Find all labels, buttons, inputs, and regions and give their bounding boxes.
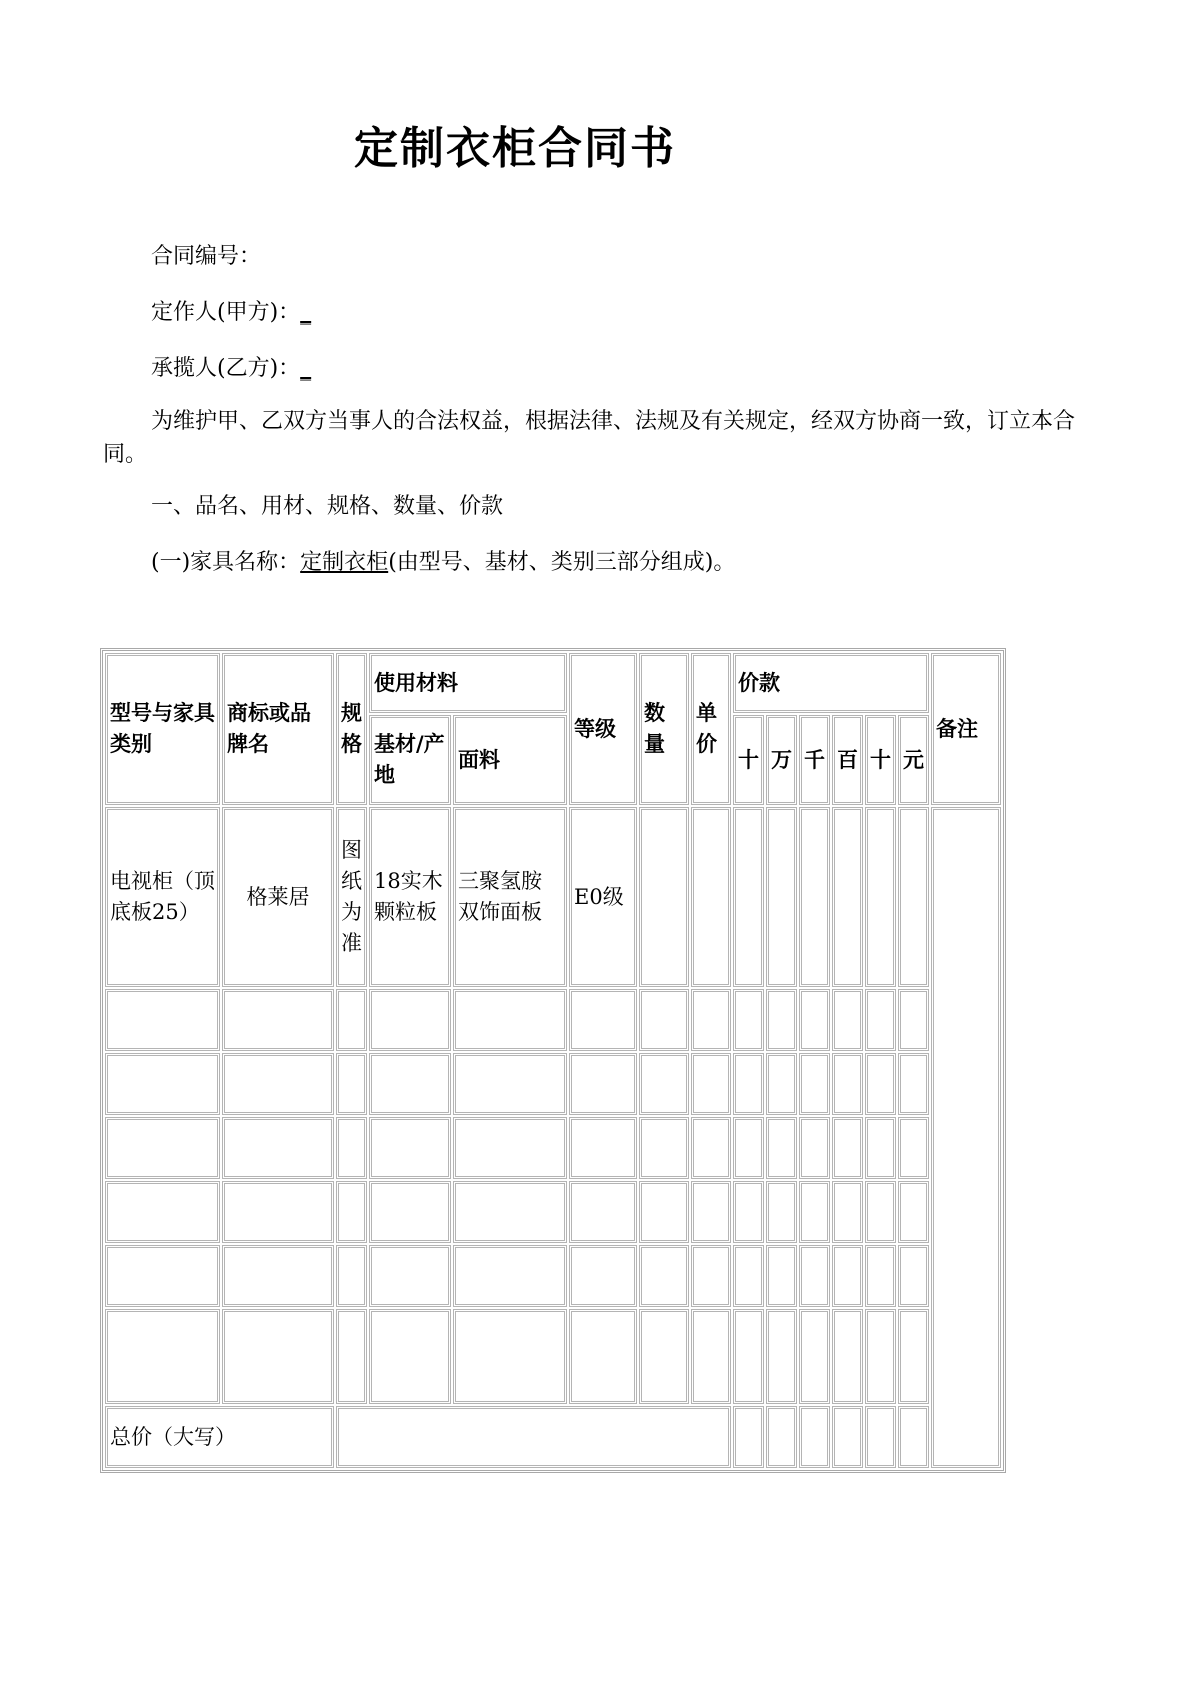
cell-empty: [569, 1245, 637, 1307]
cell-empty: [733, 1309, 764, 1404]
party-b-blank: _: [300, 356, 312, 381]
cell-empty: [639, 1181, 689, 1243]
header-price: 价款: [733, 653, 929, 713]
header-quantity: 数量: [639, 653, 689, 805]
cell-empty: [336, 1309, 367, 1404]
contract-number-label: 合同编号：: [151, 244, 262, 269]
section-heading: 一、品名、用材、规格、数量、价款: [151, 494, 504, 519]
cell-empty: [865, 1245, 896, 1307]
cell-empty: [865, 1309, 896, 1404]
cell-grade: E0级: [569, 807, 637, 987]
cell-digit: [898, 807, 929, 987]
cell-empty: [898, 1309, 929, 1404]
cell-empty: [898, 1117, 929, 1179]
cell-empty: [733, 1181, 764, 1243]
cell-empty: [105, 989, 220, 1051]
cell-empty: [569, 1309, 637, 1404]
cell-empty: [105, 1245, 220, 1307]
cell-empty: [766, 1245, 797, 1307]
cell-digit: [766, 1406, 797, 1468]
cell-quantity: [639, 807, 689, 987]
cell-empty: [832, 1117, 863, 1179]
cell-empty: [733, 1053, 764, 1115]
cell-empty: [832, 1181, 863, 1243]
cell-empty: [832, 989, 863, 1051]
cell-empty: [691, 1117, 731, 1179]
cell-digit: [898, 1406, 929, 1468]
cell-empty: [691, 1053, 731, 1115]
cell-digit: [733, 1406, 764, 1468]
cell-digit: [832, 1406, 863, 1468]
cell-empty: [453, 1245, 567, 1307]
table-row: [105, 1309, 1001, 1404]
cell-empty: [766, 1181, 797, 1243]
cell-empty: [691, 989, 731, 1051]
cell-empty: [766, 1117, 797, 1179]
cell-empty: [222, 989, 334, 1051]
cell-empty: [105, 1309, 220, 1404]
cell-empty: [691, 1245, 731, 1307]
cell-empty: [799, 1309, 830, 1404]
cell-empty: [898, 989, 929, 1051]
cell-empty: [369, 1053, 451, 1115]
header-digit-ten-thousand: 万: [766, 715, 797, 805]
cell-empty: [865, 989, 896, 1051]
cell-digit: [832, 807, 863, 987]
product-table: [100, 648, 1006, 1473]
cell-empty: [733, 1117, 764, 1179]
cell-empty: [453, 989, 567, 1051]
party-a-blank: _: [300, 300, 312, 325]
cell-empty: [691, 1309, 731, 1404]
party-b-label: 承揽人(乙方)：: [151, 356, 301, 381]
cell-empty: [766, 989, 797, 1051]
header-digit-thousand: 千: [799, 715, 830, 805]
furniture-name-label: (一)家具名称：: [151, 550, 301, 575]
cell-empty: [799, 1245, 830, 1307]
header-material: 使用材料: [369, 653, 567, 713]
intro-paragraph: 为维护甲、乙双方当事人的合法权益，根据法律、法规及有关规定，经双方协商一致，订立本合同。: [103, 409, 1076, 467]
cell-empty: [569, 1181, 637, 1243]
cell-empty: [222, 1245, 334, 1307]
table-row: [105, 1053, 1001, 1115]
cell-empty: [733, 989, 764, 1051]
cell-facing: 三聚氢胺双饰面板: [453, 807, 567, 987]
cell-empty: [336, 1053, 367, 1115]
header-digit-hundred: 百: [832, 715, 863, 805]
cell-digit: [799, 807, 830, 987]
total-row: [105, 1406, 1001, 1468]
cell-empty: [105, 1053, 220, 1115]
cell-empty: [766, 1309, 797, 1404]
cell-empty: [639, 1053, 689, 1115]
cell-empty: [222, 1053, 334, 1115]
cell-empty: [569, 1117, 637, 1179]
cell-empty: [105, 1181, 220, 1243]
cell-empty: [639, 1117, 689, 1179]
cell-empty: [336, 1117, 367, 1179]
cell-empty: [222, 1309, 334, 1404]
cell-empty: [691, 1181, 731, 1243]
cell-empty: [639, 1245, 689, 1307]
cell-empty: [832, 1245, 863, 1307]
cell-empty: [105, 1117, 220, 1179]
header-spec: 规格: [336, 653, 367, 805]
cell-empty: [865, 1053, 896, 1115]
header-brand: 商标或品牌名: [222, 653, 334, 805]
cell-empty: [336, 989, 367, 1051]
header-substrate: 基材/产地: [369, 715, 451, 805]
header-row-1: [105, 653, 1001, 713]
cell-empty: [369, 989, 451, 1051]
cell-substrate: 18实木颗粒板: [369, 807, 451, 987]
header-grade: 等级: [569, 653, 637, 805]
header-digit-ten: 十: [865, 715, 896, 805]
header-model: 型号与家具类别: [105, 653, 220, 805]
cell-empty: [898, 1245, 929, 1307]
furniture-name-line: [103, 546, 1098, 579]
header-digit-ten-thousands-ten: 十: [733, 715, 764, 805]
cell-unit-price: [691, 807, 731, 987]
cell-empty: [222, 1117, 334, 1179]
cell-remark: [931, 807, 1001, 1468]
cell-digit: [865, 1406, 896, 1468]
cell-empty: [865, 1117, 896, 1179]
cell-digit: [766, 807, 797, 987]
table-row: [105, 1245, 1001, 1307]
cell-spec: 图纸为准: [336, 807, 367, 987]
cell-empty: [453, 1181, 567, 1243]
furniture-name-note: (由型号、基材、类别三部分组成)。: [388, 550, 736, 575]
cell-empty: [639, 1309, 689, 1404]
table-row: [105, 807, 1001, 987]
cell-empty: [898, 1053, 929, 1115]
cell-empty: [369, 1245, 451, 1307]
cell-empty: [336, 1181, 367, 1243]
party-a-label: 定作人(甲方)：: [151, 300, 301, 325]
cell-empty: [369, 1181, 451, 1243]
cell-empty: [832, 1309, 863, 1404]
cell-empty: [569, 989, 637, 1051]
cell-digit: [799, 1406, 830, 1468]
table-row: [105, 1117, 1001, 1179]
total-price-label: 总价（大写）: [105, 1406, 334, 1468]
cell-model: 电视柜（顶底板25）: [105, 807, 220, 987]
cell-brand: 格莱居: [222, 807, 334, 987]
cell-empty: [336, 1245, 367, 1307]
cell-empty: [799, 989, 830, 1051]
furniture-name-value: 定制衣柜: [300, 550, 389, 575]
cell-empty: [639, 989, 689, 1051]
header-facing: 面料: [453, 715, 567, 805]
contract-number-field: [103, 240, 1098, 273]
cell-empty: [222, 1181, 334, 1243]
party-b-field: [103, 352, 1098, 385]
cell-empty: [865, 1181, 896, 1243]
cell-empty: [733, 1245, 764, 1307]
cell-empty: [799, 1117, 830, 1179]
cell-empty: [799, 1181, 830, 1243]
document-title: 定制衣柜合同书: [354, 123, 676, 174]
header-unit-price: 单价: [691, 653, 731, 805]
table-row: [105, 1181, 1001, 1243]
cell-empty: [369, 1309, 451, 1404]
cell-empty: [569, 1053, 637, 1115]
cell-empty: [369, 1117, 451, 1179]
cell-digit: [865, 807, 896, 987]
party-a-field: [103, 296, 1098, 329]
cell-empty: [453, 1309, 567, 1404]
cell-empty: [766, 1053, 797, 1115]
cell-empty: [453, 1053, 567, 1115]
cell-empty: [799, 1053, 830, 1115]
cell-empty: [453, 1117, 567, 1179]
table-row: [105, 989, 1001, 1051]
cell-digit: [733, 807, 764, 987]
cell-empty: [832, 1053, 863, 1115]
cell-empty: [898, 1181, 929, 1243]
header-remark: 备注: [931, 653, 1001, 805]
total-price-value: [336, 1406, 731, 1468]
header-digit-yuan: 元: [898, 715, 929, 805]
